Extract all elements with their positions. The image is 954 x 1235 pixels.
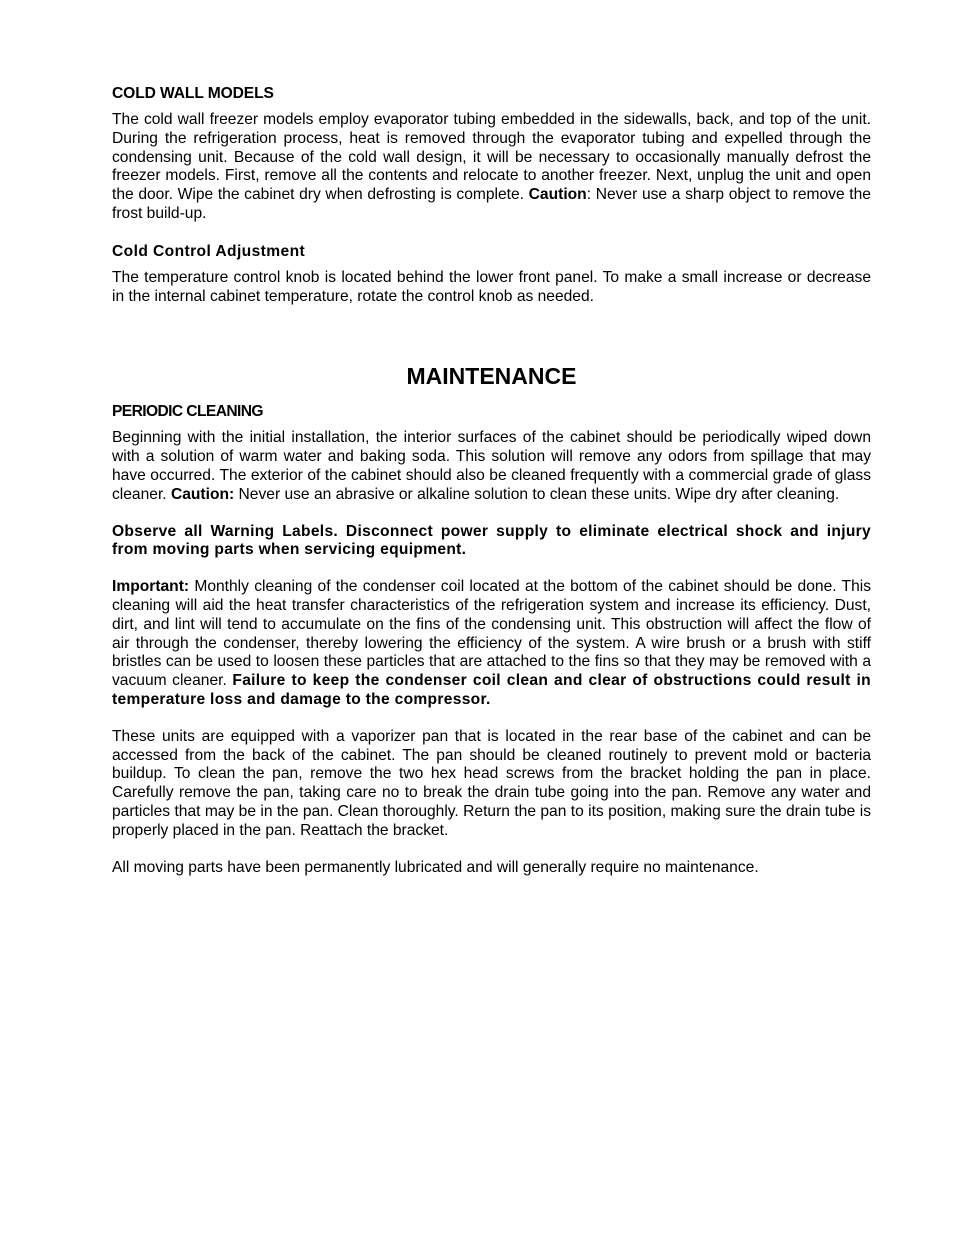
important-paragraph [112,578,871,710]
periodic-cleaning-paragraph [112,429,871,504]
maintenance-title: MAINTENANCE [406,363,577,390]
cold-wall-heading: COLD WALL MODELS [112,85,274,102]
cold-wall-caution-label: Caution [528,186,587,204]
vaporizer-paragraph: These units are equipped with a vaporizer pan that is located in the rear base of the cabinet and can be accessed from the back of the cabinet. The pan should be cleaned routinely to prevent mold or bacteria buildup. To clean the pan, remove the two hex head screws from the bracket holding the pan in place. Carefully remove the pan, taking care no to break the drain tube going into the pan. Remove any water and particles that may be in the pan. Clean thoroughly. Return the pan to its position, making sure the drain tube is properly placed in the pan. Reattach the bracket. [112,727,871,839]
lubricated-paragraph: All moving parts have been permanently lubricated and will generally require no maintenance. [112,858,759,876]
important-bold-warning: Failure to keep the condenser coil clean and clear of obstructions could result in temperature loss and damage to the compressor. [112,672,871,708]
cold-control-heading: Cold Control Adjustment [112,242,306,260]
important-text: Monthly cleaning of the condenser coil located at the bottom of the cabinet should be done. This cleaning will aid the heat transfer characteristics of the refrigeration system and increase its efficiency. Dust, dirt, and lint will tend to accumulate on the fins of the condensing unit. This obstruction will affect the flow of air through the condenser, thereby lowering the efficiency of the system. A wire brush or a brush with stiff bristles can be used to loosen these particles that are attached to the fins so that they may be removed with a vacuum cleaner. [112,578,871,690]
warning-paragraph: Observe all Warning Labels. Disconnect power supply to eliminate electrical shock and injury from moving parts when servicing equipment. [112,522,871,559]
periodic-cleaning-heading: PERIODIC CLEANING [112,403,263,421]
important-label: Important: [112,578,190,596]
cold-control-paragraph: The temperature control knob is located behind the lower front panel. To make a small increase or decrease in the internal cabinet temperature, rotate the control knob as needed. [112,268,871,305]
periodic-caution-text: Never use an abrasive or alkaline solution to clean these units. Wipe dry after cleaning. [234,485,840,503]
cold-wall-paragraph [112,111,871,224]
cold-wall-caution-text: : Never use a sharp object to remove the frost build-up. [112,186,871,222]
cold-wall-body: The cold wall freezer models employ evaporator tubing embedded in the sidewalls, back, and top of the unit. During the refrigeration process, heat is removed through the evaporator tubing and expelled through the condensing unit. Because of the cold wall design, it will be necessary to occasionally manually defrost the freezer models. First, remove all the contents and relocate to another freezer. Next, unplug the unit and open the door. Wipe the cabinet dry when defrosting is complete. [112,111,871,204]
document-page [112,84,871,895]
periodic-caution-label: Caution: [170,485,235,503]
periodic-cleaning-body: Beginning with the initial installation, the interior surfaces of the cabinet should be periodically wiped down with a solution of warm water and baking soda. This solution will remove any odors from spillage that may have occurred. The exterior of the cabinet should also be cleaned frequently with a commercial grade of glass cleaner. [112,429,871,503]
